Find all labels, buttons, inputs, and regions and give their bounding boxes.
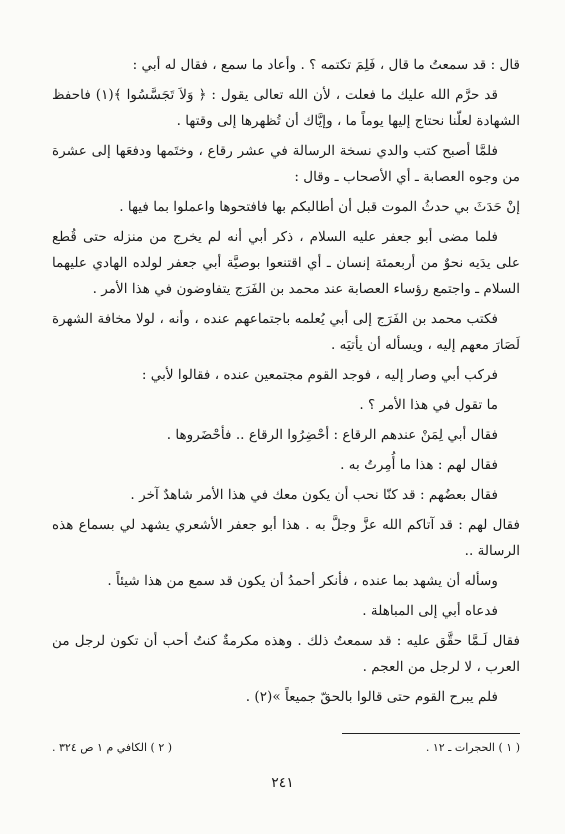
paragraph-11: فقال بعضُهم : قد كنّا نحب أن يكون معك في هذا الأمر شاهدٌ آخر . [130, 487, 498, 503]
paragraph-14: فدعاه أبي إلى المباهلة . [362, 603, 498, 619]
paragraph-13: وسأله أن يشهد بما عنده ، فأنكر أحمدُ أن يكون قد سمع من هذا شيئاً . [107, 573, 498, 589]
footnotes [52, 740, 520, 756]
paragraph-6: فكتب محمد بن الفَرَج إلى أبي يُعلمه باجتماعهم عنده ، وأنه ، لولا مخافة الشهرة لَصَارَ معهم إليه ، ويسأله أن يأتيَه . [52, 311, 520, 353]
paragraph-2: قد حرَّم الله عليك ما فعلت ، لأن الله تعالى يقول : ﴿ وَلاَ تَجَسَّسُوا ﴾(١) فاحفظ الشهادة لعلّنا نحتاج إليها يوماً ما ، وإيَّاك أن تُظهرها إلى وقتها . [52, 87, 520, 129]
paragraph-12: فقال لهم : قد آتاكم الله عزَّ وجلَّ به . هذا أبو جعفر الأشعري يشهد لي بسماع هذه الرسالة .. [52, 517, 520, 559]
paragraph-8: ما تقول في هذا الأمر ؟ . [359, 397, 498, 413]
footnote-divider [342, 733, 520, 734]
footnote-1: ( ١ ) الحجرات ـ ١٢ . [425, 741, 520, 754]
paragraph-1: قال : قد سمعتُ ما قال ، فَلِمَ تكتمه ؟ . وأعاد ما سمع ، فقال له أبي : [132, 57, 520, 73]
page-number: ٢٤١ [271, 775, 294, 791]
paragraph-3: فلمَّا أصبح كتب والدي نسخة الرسالة في عشر رقاع ، وختَمها ودفعَها إلى عشرة من وجوه العصابة ـ أي الأصحاب ـ وقال : [52, 143, 520, 185]
paragraph-15: فقال لَـمَّا حقَّق عليه : قد سمعتُ ذلك . وهذه مكرمةٌ كنتُ أحب أن تكون لرجل من العرب ، لا لرجل من العجم . [52, 633, 520, 675]
main-text [52, 52, 520, 714]
paragraph-7: فركب أبي وصار إليه ، فوجد القوم مجتمعين عنده ، فقالوا لأبي : [141, 367, 498, 383]
footnote-2: ( ٢ ) الكافي م ١ ص ٣٢٤ . [52, 741, 173, 754]
paragraph-9: فقال أبي لِمَنْ عندهم الرقاع : أحْضِرُوا الرقاع .. فأحْضَروها . [166, 427, 498, 443]
paragraph-16: فلم يبرح القوم حتى قالوا بالحقّ جميعاً »(٢) . [245, 689, 498, 705]
paragraph-5: فلما مضى أبو جعفر عليه السلام ، ذكر أبي أنه لم يخرج من منزله حتى قُطع على يدَيه نحوٌ من أربعمئة إنسان ـ أي اقتنعوا بوصيَّة أبي جعفر لولده الهادي عليهما السلام ـ واجتمع رؤساء العصابة عند محمد بن الفَرَج يتفاوضون في هذا الأمر . [52, 229, 520, 297]
paragraph-10: فقال لهم : هذا ما أُمِرتُ به . [340, 457, 498, 473]
paragraph-4: إنْ حَدَثَ بي حدثُ الموت قبل أن أطالبكم بها فافتحوها واعملوا بما فيها . [119, 199, 520, 215]
